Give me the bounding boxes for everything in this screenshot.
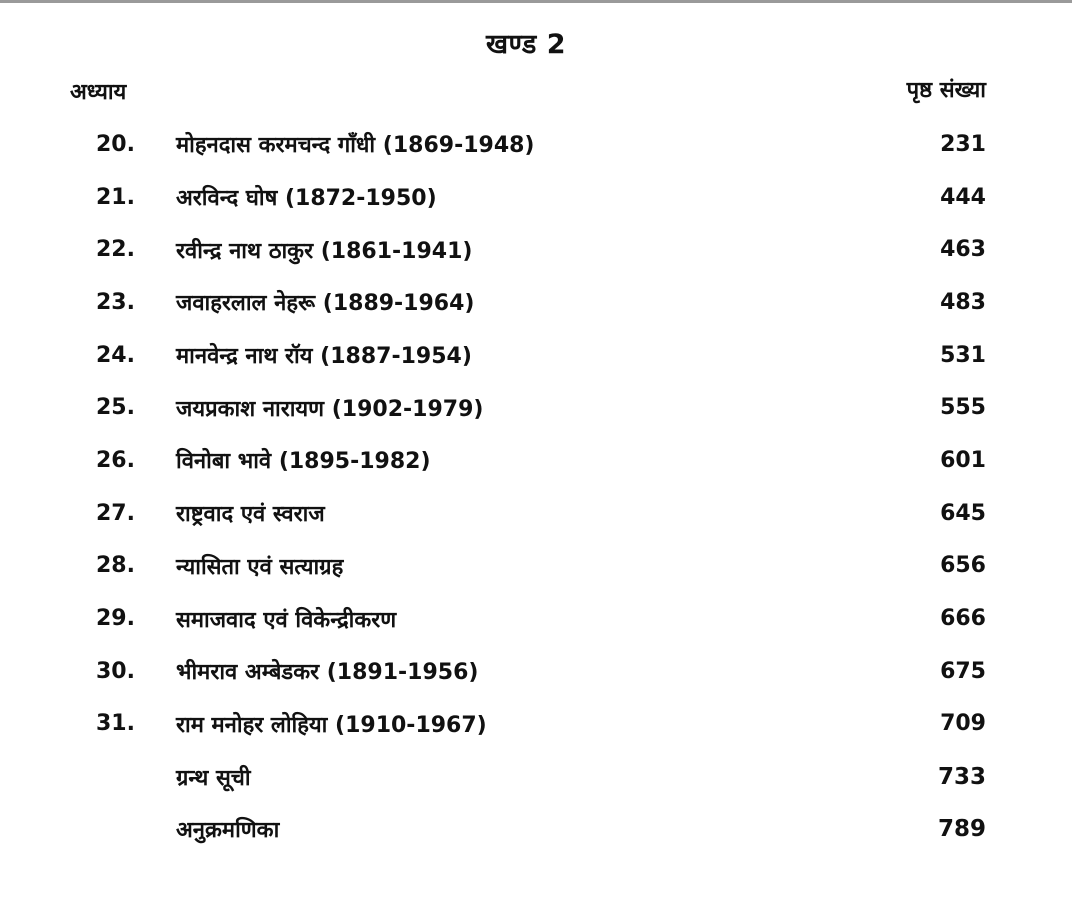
chapter-number: 29. [96,606,135,632]
chapter-title: विनोबा भावे (1895-1982) [176,449,431,475]
chapter-title: रवीन्द्र नाथ ठाकुर (1861-1941) [176,238,473,264]
page-number: 789 [937,816,986,843]
chapter-title: जयप्रकाश नारायण (1902-1979) [176,396,484,422]
page-number: 733 [937,763,986,790]
toc-entry [0,540,1072,593]
page-number: 709 [940,711,986,737]
toc-entry [0,434,1072,487]
toc-entry [0,171,1072,224]
page-number: 645 [940,500,986,526]
page-number: 555 [940,395,986,421]
back-matter-entry [0,750,1072,803]
index-title: अनुक्रमणिका [176,818,280,844]
toc-entry [0,645,1072,698]
toc-entry [0,487,1072,540]
chapter-title: जवाहरलाल नेहरू (1889-1964) [176,291,475,317]
chapter-title: मोहनदास करमचन्द गाँधी (1869-1948) [176,133,535,159]
page-number: 601 [940,447,986,473]
page-number: 463 [940,237,986,263]
chapter-number: 24. [96,342,135,368]
chapter-number: 27. [96,500,135,526]
page-number: 231 [940,131,986,157]
chapter-title: समाजवाद एवं विकेन्द्रीकरण [176,607,397,633]
toc-list [0,118,1072,856]
chapter-title: राष्ट्रवाद एवं स्वराज [176,502,325,528]
toc-entry [0,118,1072,171]
chapter-title: अरविन्द घोष (1872-1950) [176,186,437,212]
chapter-number: 30. [96,658,135,684]
page-number: 531 [940,342,986,368]
chapter-title: राम मनोहर लोहिया (1910-1967) [176,712,487,738]
chapter-number: 23. [96,289,135,315]
toc-entry [0,698,1072,751]
toc-entry [0,276,1072,329]
page-number: 656 [940,553,986,579]
back-matter-entry [0,803,1072,856]
page-number: 666 [940,606,986,632]
chapter-number: 28. [96,553,135,579]
chapter-number: 31. [96,711,135,737]
page-column-header: पृष्ठ संख्या [906,78,986,103]
chapter-number: 26. [96,447,135,473]
toc-entry [0,381,1072,434]
chapter-column-header: अध्याय [70,80,127,105]
bibliography-title: ग्रन्थ सूची [176,765,251,791]
page-number: 675 [940,658,986,684]
toc-entry [0,329,1072,382]
toc-entry [0,223,1072,276]
chapter-number: 21. [96,184,135,210]
chapter-title: भीमराव अम्बेडकर (1891-1956) [176,660,479,686]
chapter-number: 22. [96,237,135,263]
chapter-number: 20. [96,131,135,157]
toc-entry [0,592,1072,645]
section-title: खण्ड 2 [485,29,567,60]
chapter-title: न्यासिता एवं सत्याग्रह [176,554,344,580]
chapter-title: मानवेन्द्र नाथ रॉय (1887-1954) [176,344,472,370]
chapter-number: 25. [96,395,135,421]
page-number: 444 [940,184,986,210]
page-number: 483 [940,289,986,315]
